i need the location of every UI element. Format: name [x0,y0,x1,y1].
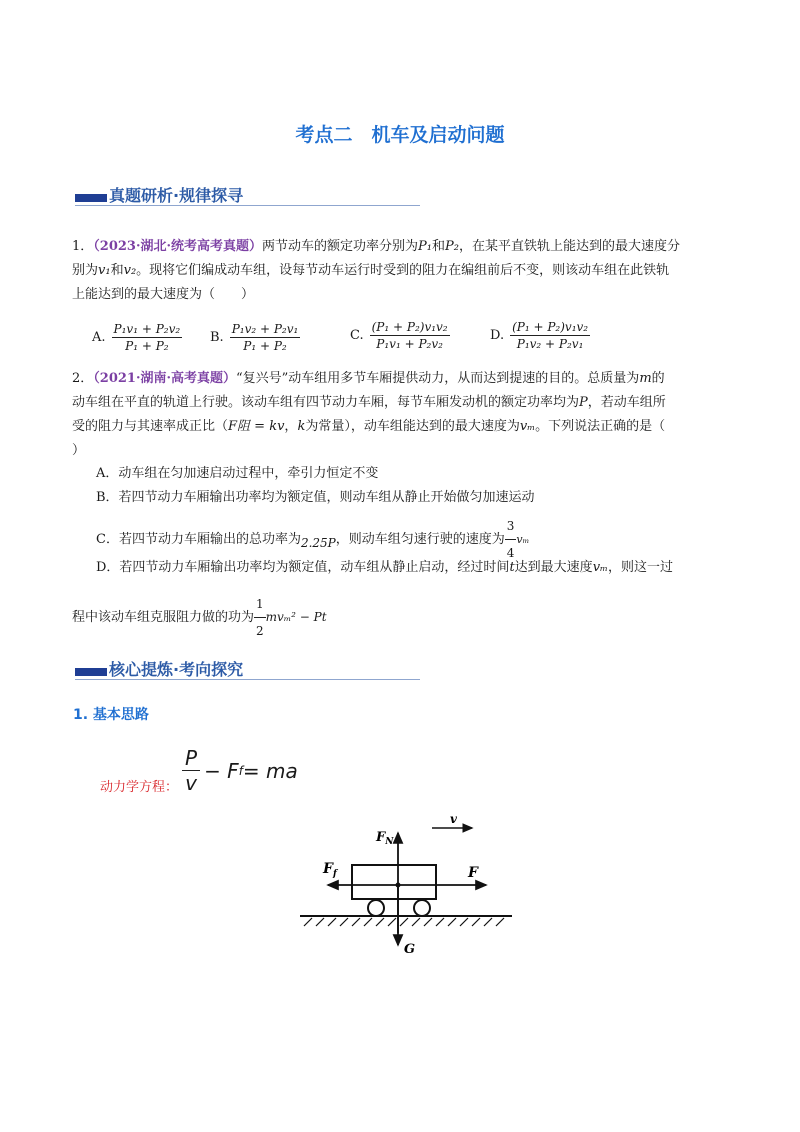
ground-hatching [304,918,504,926]
q2-option-d-line-2: 程中该动车组克服阻力做的功为 $\frac{1}{2}$ mvₘ² − Pt [72,592,732,643]
q2-line-4: ） [72,443,86,458]
q1-option-d[interactable]: D. $\frac{\text{(P₁ + P₂)v₁v₂}}{\text{P₁v₂ + P₂v₁}}$ [490,320,589,351]
cart-wheel-left [368,900,384,916]
q2-option-d[interactable]: D．若四节动力车厢输出功率均为额定值，动车组从静止启动，经过时间t达到最大速度vₘ，则这一过 [96,560,674,575]
page-title: 考点二 机车及启动问题 [295,124,505,146]
cart-wheel-right [414,900,430,916]
q2-source: （2021·湖南·高考真题） [93,371,237,386]
section-bar [75,194,107,202]
question-2 [72,367,732,463]
label-normal-force: $F_N$ [376,830,394,847]
equation-label: 动力学方程： [100,780,179,795]
q1-line-1: 1．（2023·湖北·统考高考真题）两节动车的额定功率分别为P₁和P₂，在某平直铁轨上能达到的最大速度分 [72,239,680,254]
q2-line-1: 2．（2021·湖南·高考真题）“复兴号”动车组用多节车厢提供动力，从而达到提速的目的。总质量为m的 [72,371,665,386]
cart-body [352,865,436,899]
q2-option-b[interactable]: B．若四节动力车厢输出功率均为额定值，则动车组从静止开始做匀加速运动 [96,490,535,505]
q2-line-3: 受的阻力与其速率成正比（F阻 = kv，k为常量），动车组能达到的最大速度为vₘ。下列说法正确的是（ [72,419,666,434]
force-diagram [290,815,520,960]
q2-option-c[interactable]: C．若四节动力车厢输出的总功率为2.25P，则动车组匀速行驶的速度为 $\frac{3}{4}$ vₘ [96,514,736,565]
q1-option-b[interactable]: B. $\frac{\text{P₁v₂ + P₂v₁}}{\text{P₁ + P₂}}$ [210,322,299,353]
label-traction-force: F [468,865,478,881]
label-friction-force: $F_f$ [323,861,337,879]
section-underline [75,679,420,680]
dynamics-equation: P v − F f = ma [182,746,298,795]
question-1 [72,235,732,307]
q2-line-2: 动车组在平直的轨道上行驶。该动车组有四节动力车厢，每节车厢发动机的额定功率均为P，若动车组所 [72,395,666,410]
q2-option-a[interactable]: A．动车组在匀加速启动过程中，牵引力恒定不变 [96,466,379,481]
q1-option-a[interactable]: A. $\frac{\text{P₁v₁ + P₂v₂}}{\text{P₁ + P₂}}$ [92,322,181,353]
basic-idea-heading: 1. 基本思路 [73,707,149,723]
q1-source: （2023·湖北·统考高考真题） [93,239,263,254]
label-gravity: G [404,942,416,957]
q1-line-2: 别为v₁和v₂。现将它们编成动车组，设每节动车运行时受到的阻力在编组前后不变，则该动车组在此铁轨 [72,263,670,278]
section-header-core [75,654,420,680]
section-underline [75,205,420,206]
section-bar [75,668,107,676]
section-header-research [75,180,420,206]
q1-option-c[interactable]: C. $\frac{\text{(P₁ + P₂)v₁v₂}}{\text{P₁v₁ + P₂v₂}}$ [350,320,448,351]
section-label: 核心提炼·考向探究 [109,660,244,679]
section-label: 真题研析·规律探寻 [109,186,244,205]
q1-line-3: 上能达到的最大速度为（ ） [72,287,255,302]
label-velocity: v [450,815,457,826]
